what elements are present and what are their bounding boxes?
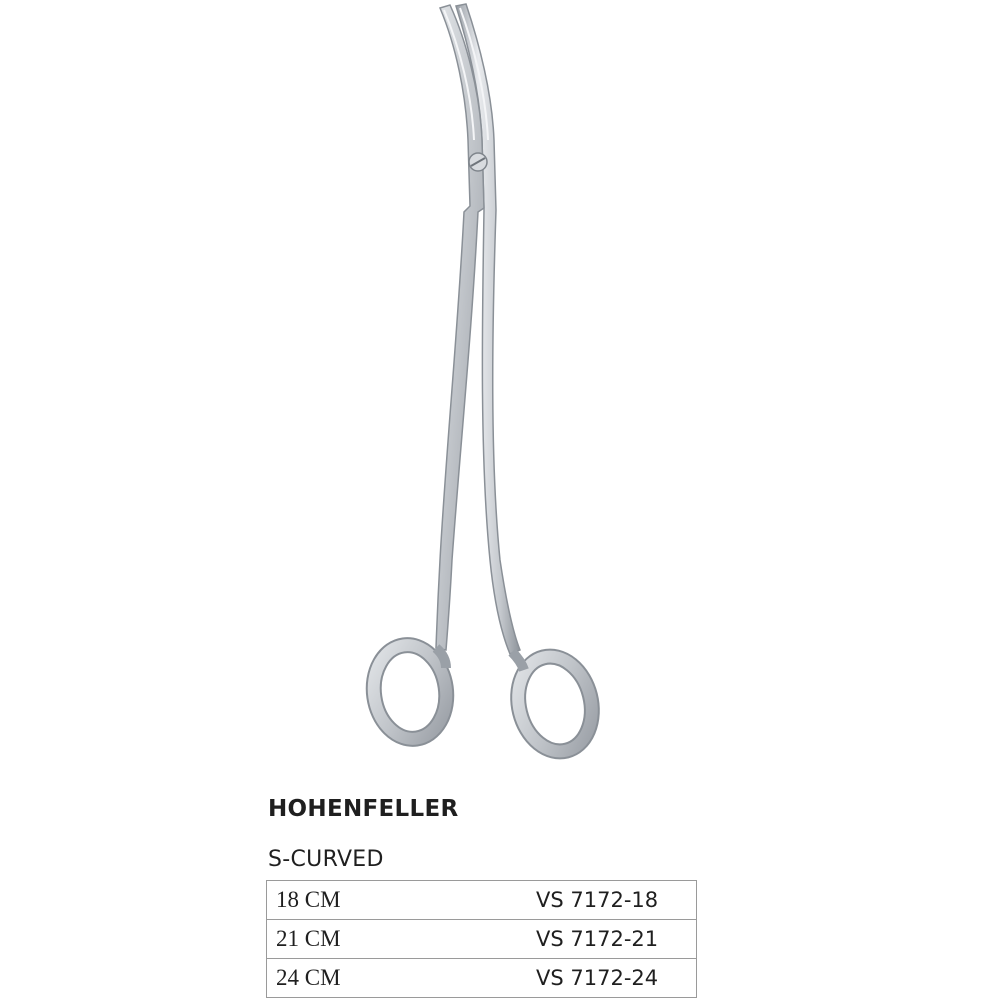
code-cell: VS 7172-24 bbox=[526, 959, 697, 998]
table-row bbox=[267, 881, 697, 920]
left-finger-ring bbox=[368, 640, 452, 743]
code-cell: VS 7172-21 bbox=[526, 920, 697, 959]
code-cell: VS 7172-18 bbox=[526, 881, 697, 920]
size-cell: 21 CM bbox=[267, 920, 527, 959]
right-finger-ring bbox=[508, 649, 601, 760]
product-subtitle: S-CURVED bbox=[268, 847, 384, 872]
pivot-screw-icon bbox=[469, 153, 487, 171]
table-row bbox=[267, 959, 697, 998]
table-row bbox=[267, 920, 697, 959]
size-cell: 18 CM bbox=[267, 881, 527, 920]
left-blade bbox=[436, 5, 484, 650]
product-title: HOHENFELLER bbox=[268, 796, 459, 822]
size-table bbox=[266, 880, 697, 998]
size-cell: 24 CM bbox=[267, 959, 527, 998]
